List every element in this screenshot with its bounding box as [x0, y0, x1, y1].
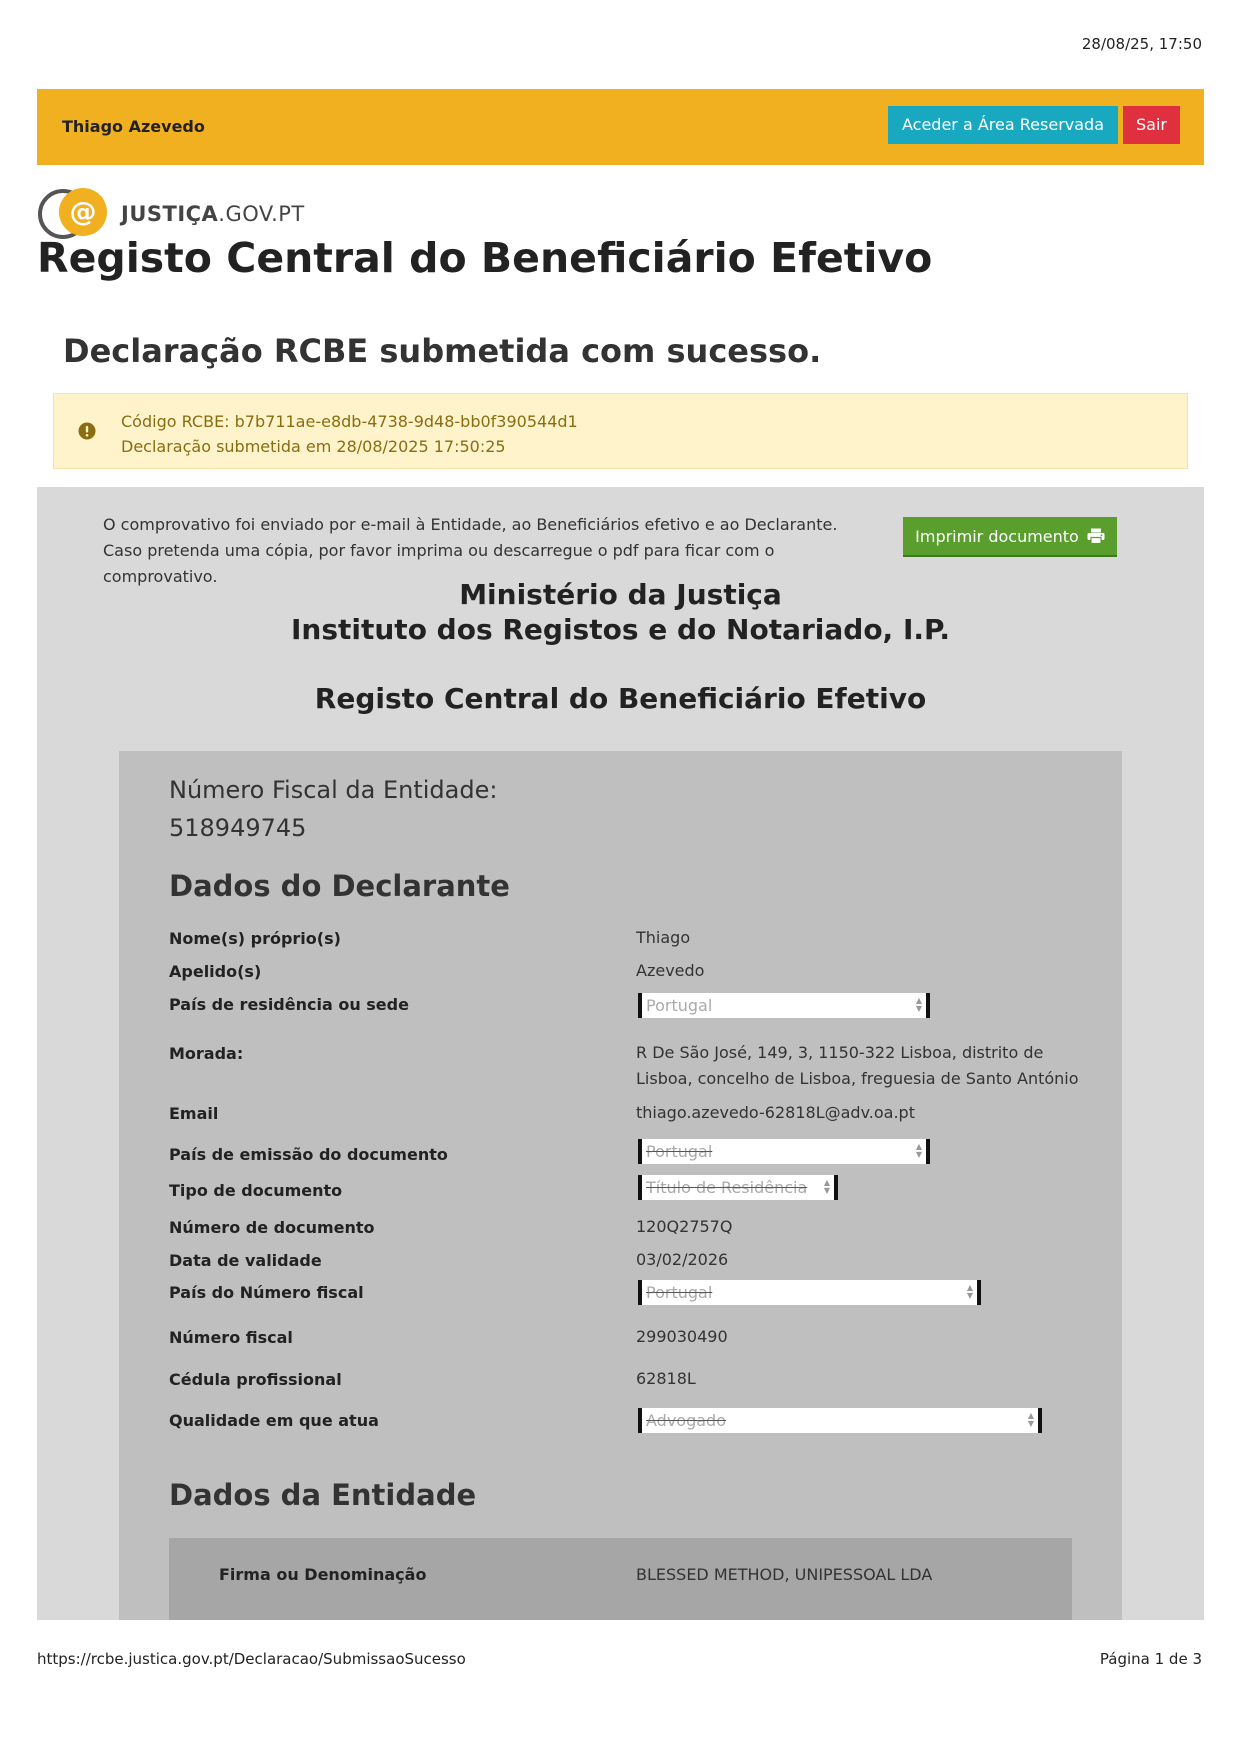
- reserved-area-button[interactable]: Aceder a Área Reservada: [888, 106, 1118, 144]
- address-label: Morada:: [169, 1044, 244, 1063]
- justica-logo[interactable]: [37, 187, 305, 241]
- document-type-label: Tipo de documento: [169, 1181, 343, 1200]
- tax-number-value: 299030490: [636, 1327, 728, 1346]
- ministry-line-2: Instituto dos Registos e do Notariado, I.P.: [290, 613, 951, 646]
- svg-text:@: @: [69, 197, 97, 228]
- entity-name-label: Firma ou Denominação: [219, 1565, 427, 1584]
- validity-date-label: Data de validade: [169, 1251, 322, 1270]
- print-footer-url: https://rcbe.justica.gov.pt/Declaracao/SubmissaoSucesso: [37, 1650, 466, 1668]
- entity-nif-value: 518949745: [169, 814, 307, 842]
- print-button-label: Imprimir documento: [915, 526, 1079, 546]
- declarant-section-title: Dados do Declarante: [169, 869, 510, 903]
- logo-text: JUSTIÇA.GOV.PT: [121, 202, 305, 226]
- residence-country-select[interactable]: Portugal ▲ ▼: [638, 993, 930, 1018]
- logout-button[interactable]: Sair: [1123, 106, 1180, 144]
- ministry-heading: [37, 577, 1204, 647]
- document-country-label: País de emissão do documento: [169, 1145, 448, 1164]
- validity-date-value: 03/02/2026: [636, 1250, 729, 1269]
- capacity-select[interactable]: Advogado ▲ ▼: [638, 1408, 1042, 1433]
- residence-country-label: País de residência ou sede: [169, 995, 409, 1014]
- tax-number-label: Número fiscal: [169, 1328, 293, 1347]
- user-name: Thiago Azevedo: [62, 117, 205, 136]
- entity-nif-label: Número Fiscal da Entidade:: [169, 776, 498, 804]
- first-name-label: Nome(s) próprio(s): [169, 929, 341, 948]
- print-date: 28/08/25, 17:50: [1081, 35, 1202, 53]
- address-value: R De São José, 149, 3, 1150-322 Lisboa, distrito de Lisboa, concelho de Lisboa, freguesia de Santo António: [636, 1043, 1079, 1088]
- email-label: Email: [169, 1104, 219, 1123]
- select-arrows-icon: ▲ ▼: [915, 996, 922, 1013]
- professional-id-value: 62818L: [636, 1369, 696, 1388]
- submission-alert: [53, 393, 1188, 469]
- app-title: Registo Central do Beneficiário Efetivo: [37, 234, 933, 282]
- document-country-select[interactable]: Portugal ▲ ▼: [638, 1139, 930, 1164]
- receipt-panel: [37, 487, 1204, 1620]
- print-document-button[interactable]: [903, 517, 1117, 555]
- document-number-label: Número de documento: [169, 1218, 375, 1237]
- print-footer-page: Página 1 de 3: [1099, 1650, 1202, 1668]
- select-arrows-icon: ▲ ▼: [823, 1178, 830, 1195]
- top-bar: [37, 89, 1204, 165]
- justica-at-logo-icon: [37, 187, 111, 241]
- tax-country-label: País do Número fiscal: [169, 1283, 364, 1302]
- printer-icon: [1087, 528, 1105, 544]
- capacity-label: Qualidade em que atua: [169, 1411, 379, 1430]
- rcbe-code: Código RCBE: b7b711ae-e8db-4738-9d48-bb0f390544d1: [121, 412, 578, 431]
- tax-country-select[interactable]: Portugal ▲ ▼: [638, 1280, 981, 1305]
- declaration-card: [119, 751, 1122, 1620]
- select-arrows-icon: ▲ ▼: [1027, 1411, 1034, 1428]
- first-name-value: Thiago: [636, 928, 691, 947]
- last-name-label: Apelido(s): [169, 962, 262, 981]
- document-type-select[interactable]: Título de Residência ▲ ▼: [638, 1175, 838, 1200]
- exclamation-circle-icon: [78, 422, 96, 440]
- email-value: thiago.azevedo-62818L@adv.oa.pt: [636, 1103, 915, 1122]
- professional-id-label: Cédula profissional: [169, 1370, 342, 1389]
- entity-name-row: [169, 1538, 1072, 1620]
- registry-title: Registo Central do Beneficiário Efetivo: [314, 682, 927, 715]
- last-name-value: Azevedo: [636, 961, 705, 980]
- submission-timestamp: Declaração submetida em 28/08/2025 17:50:25: [121, 437, 506, 456]
- entity-name-value: BLESSED METHOD, UNIPESSOAL LDA: [636, 1565, 933, 1584]
- success-title: Declaração RCBE submetida com sucesso.: [63, 332, 822, 370]
- entity-section-title: Dados da Entidade: [169, 1478, 477, 1512]
- select-arrows-icon: ▲ ▼: [915, 1142, 922, 1159]
- select-arrows-icon: ▲ ▼: [966, 1283, 973, 1300]
- document-number-value: 120Q2757Q: [636, 1217, 733, 1236]
- receipt-note: O comprovativo foi enviado por e-mail à Entidade, ao Beneficiários efetivo e ao Declarante. Caso pretenda uma cópia, por favor imprima ou descarregue o pdf para ficar com o comprovativo.: [103, 515, 838, 586]
- ministry-line-1: Ministério da Justiça: [459, 578, 782, 611]
